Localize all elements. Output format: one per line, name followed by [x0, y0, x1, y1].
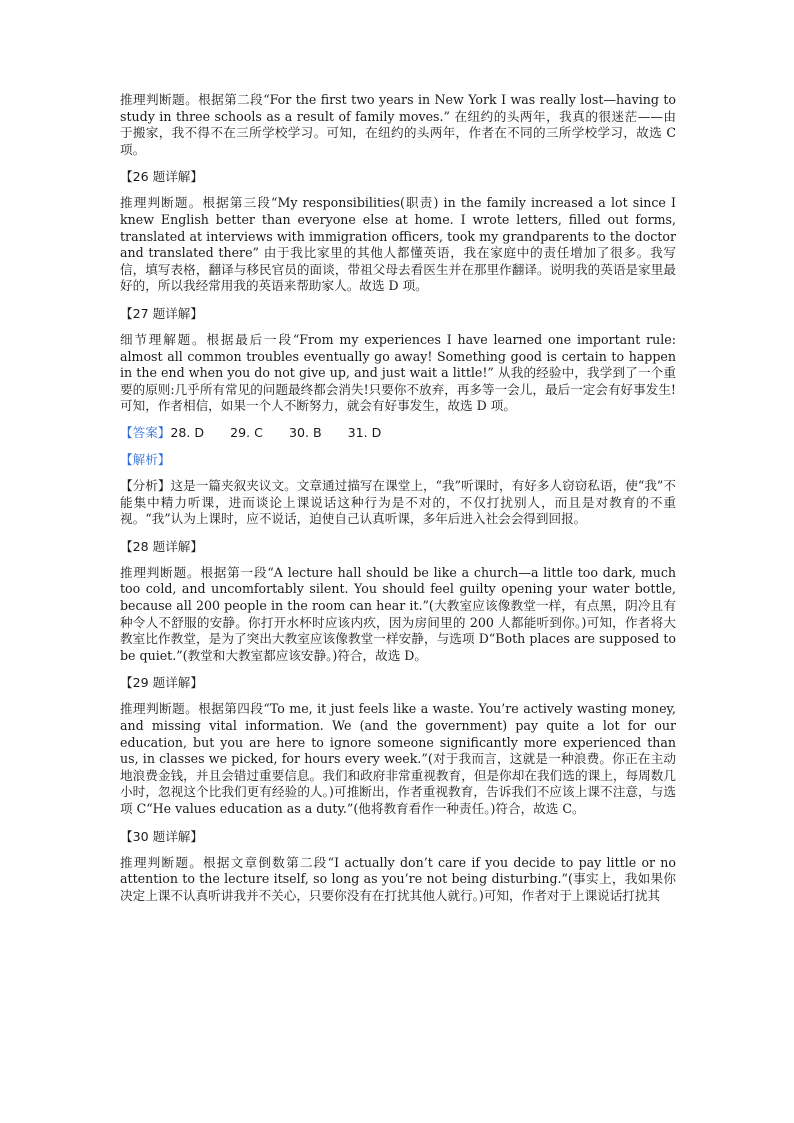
paragraph-q29: 推理判断题。根据第四段“To me, it just feels like a waste. You’re actively wasting money, and missing vital information. We (and the government) pay quite a lot for our education, but you are here to ignore someone significantly more experienced than us, in classes we picked, for hours every week.”(对于我而言，这就是一种浪费。你正在主动地浪费金钱，并且会错过重要信息。我们和政府非常重视教育，但是你却在我们选的课上，每周数几小时，忽视这个比我们更有经验的人。)可推断出，作者重视教育，告诉我们不应该上课不注意，与选项 C“He values education as a duty.”(他将教育看作一种责任。)符合，故选 C。	[120, 701, 676, 816]
analysis-text: 这是一篇夹叙夹议文。文章通过描写在课堂上，“我”听课时，有好多人窃窃私语，使“我”不能集中精力听课，进而谈论上课说话这种行为是不对的，不仅打扰别人，而且是对教育的不重视。“我”认为上课时，应不说话，迫使自己认真听课，多年后进入社会会得到回报。	[120, 478, 676, 527]
analysis-label: 【解析】	[120, 451, 171, 467]
paragraph-q28: 推理判断题。根据第一段“A lecture hall should be like a church—a little too dark, much too cold, and uncomfortably silent. You should feel guilty opening your water bottle, because all 200 people in the room can hear it.”(大教室应该像教堂一样，有点黑，阴冷且有种令人不舒服的安静。你打开水杯时应该内疚，因为房间里的 200 人都能听到你。)可知，作者将大教室比作教堂，是为了突出大教室应该像教堂一样安静，与选项 D“Both places are supposed to be quiet.”(教堂和大教室都应该安静。)符合，故选 D。	[120, 564, 676, 663]
paragraph-q26: 推理判断题。根据第三段“My responsibilities(职责) in the family increased a lot since I knew English better than everyone else at home. I wrote letters, filled out forms, translated at interviews with immigration officers, took my grandparents to the doctor and translated there” 由于我比家里的其他人都懂英语，我在家庭中的责任增加了很多。我写信，填写表格，翻译与移民官员的面谈，带祖父母去看医生并在那里作翻译。说明我的英语是家里最好的，所以我经常用我的英语来帮助家人。故选 D 项。	[120, 195, 676, 294]
heading-q28: 【28 题详解】	[120, 538, 203, 554]
answer-item: 31. D	[347, 424, 382, 440]
answer-item: 28. D	[170, 424, 205, 440]
answer-label: 【答案】	[120, 424, 171, 440]
analysis-sub-label: 【分析】	[120, 478, 171, 494]
paragraph-analysis	[120, 478, 676, 528]
document-page	[120, 92, 676, 914]
answer-item: 29. C	[230, 424, 263, 440]
heading-q30: 【30 题详解】	[120, 828, 203, 844]
answer-items	[170, 425, 381, 440]
paragraph-q25: 推理判断题。根据第二段“For the first two years in New York I was really lost—having to study in three schools as a result of family moves.” 在纽约的头两年，我真的很迷茫——由于搬家，我不得不在三所学校学习。可知，在纽约的头两年，作者在不同的三所学校学习，故选 C 项。	[120, 92, 676, 157]
paragraph-q27: 细节理解题。根据最后一段“From my experiences I have learned one important rule: almost all common troubles eventually go away! Something good is certain to happen in the end when you do not give up, and just wait a little!” 从我的经验中，我学到了一个重要的原则:几乎所有常见的问题最终都会消失!只要你不放弃，再多等一会儿，最后一定会有好事发生!可知，作者相信，如果一个人不断努力，就会有好事发生，故选 D 项。	[120, 331, 676, 414]
answer-line	[120, 425, 676, 442]
heading-q29: 【29 题详解】	[120, 675, 203, 691]
heading-q27: 【27 题详解】	[120, 305, 203, 321]
heading-q26: 【26 题详解】	[120, 169, 203, 185]
paragraph-q30: 推理判断题。根据文章倒数第二段“I actually don’t care if you decide to pay little or no attention to the lecture itself, so long as you’re not being disturbing.”(事实上，我如果你决定上课不认真听讲我并不关心，只要你没有在打扰其他人就行。)可知，作者对于上课说话打扰其	[120, 854, 676, 903]
answer-item: 30. B	[288, 424, 322, 440]
